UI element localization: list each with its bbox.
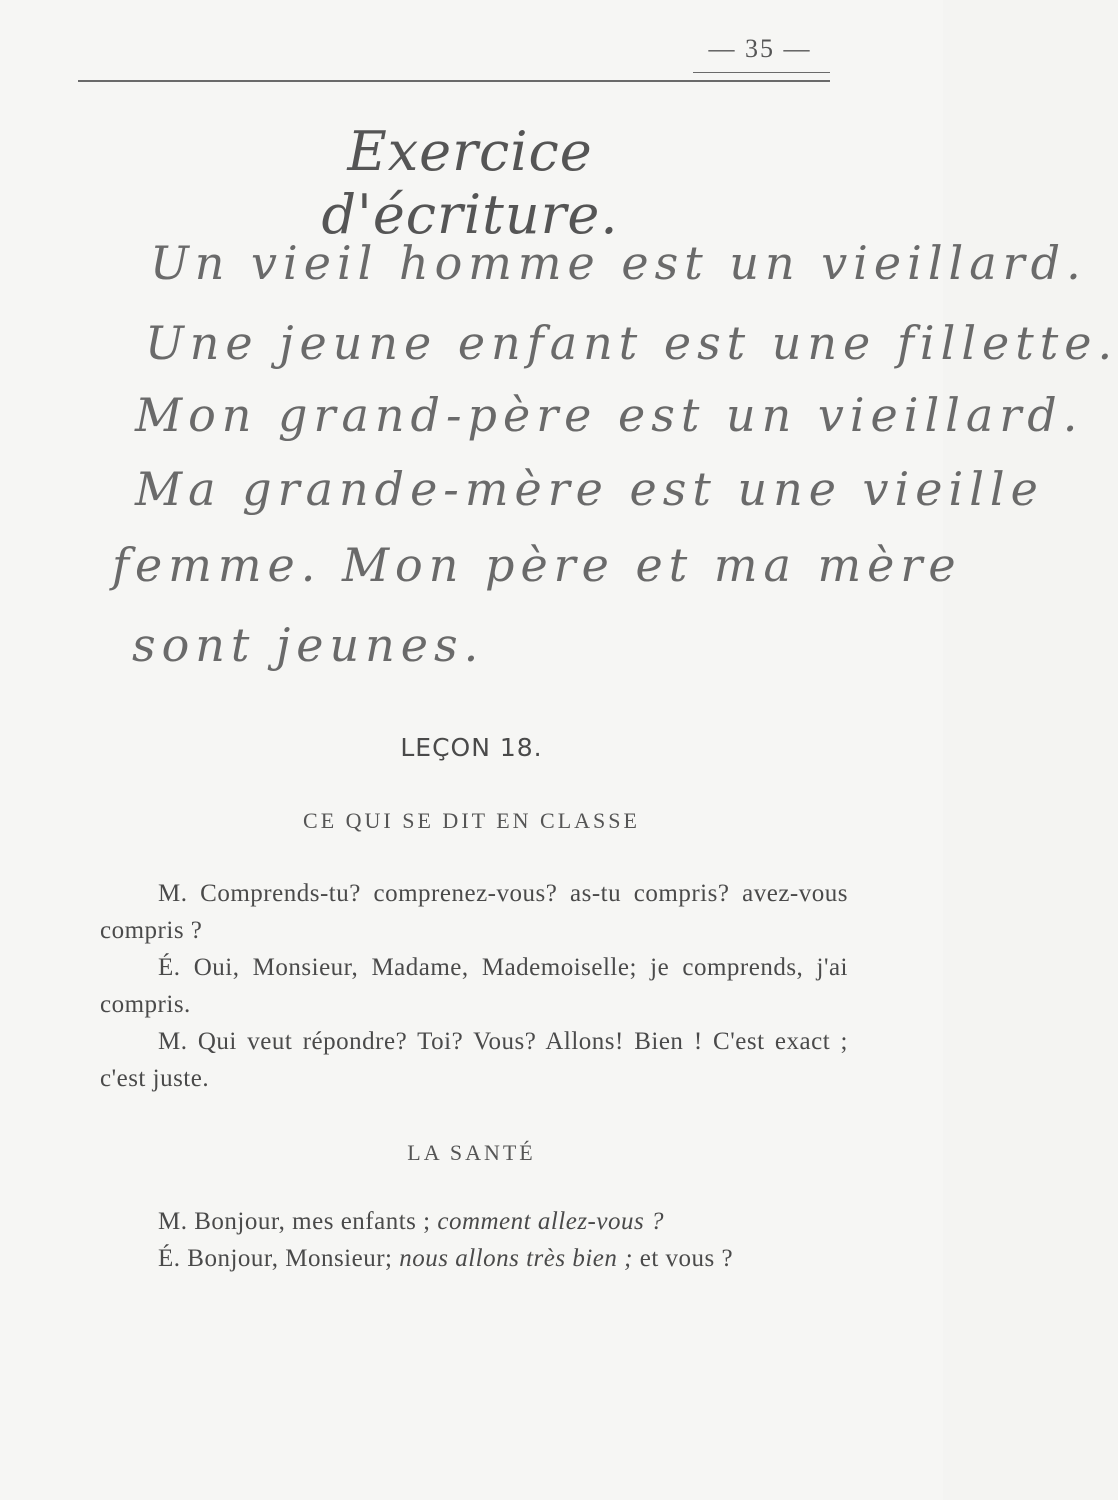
section-heading-classe: CE QUI SE DIT EN CLASSE [303, 808, 640, 833]
paragraph-5-plain-a: É. Bonjour, Monsieur; [158, 1245, 400, 1272]
page-number: — 35 — [708, 34, 812, 63]
header-rule [78, 80, 830, 82]
paragraph-2-text: É. Oui, Monsieur, Madame, Mademoiselle; je comprends, j'ai compris. [100, 954, 848, 1018]
paragraph-3 [100, 1023, 848, 1097]
page-number-underline [693, 72, 830, 73]
paragraph-1 [100, 875, 848, 949]
script-line-3: Mon grand-père est un vieillard. [135, 388, 1084, 442]
script-line-4: Ma grande-mère est une vieille [135, 462, 1044, 516]
script-line-1: Un vieil homme est un vieillard. [150, 236, 1087, 290]
paragraph-4 [100, 1203, 848, 1240]
script-line-6: sont jeunes. [132, 618, 485, 672]
section-heading-sante: LA SANTÉ [407, 1140, 536, 1165]
paragraph-5-plain-b: et vous ? [632, 1245, 734, 1272]
script-line-2: Une jeune enfant est une fillette. [145, 316, 1118, 370]
paragraph-2 [100, 949, 848, 1023]
writing-exercise-title: Exercice d'écriture. [321, 120, 619, 246]
script-line-5: femme. Mon père et ma mère [112, 538, 962, 592]
paragraph-3-text: M. Qui veut répondre? Toi? Vous? Allons! Bien ! C'est exact ; c'est juste. [100, 1028, 848, 1092]
paragraph-4-plain: M. Bonjour, mes enfants ; [158, 1208, 438, 1235]
paragraph-5-italic: nous allons très bien ; [399, 1245, 633, 1272]
paragraph-5 [100, 1240, 848, 1277]
paragraph-4-italic: comment allez-vous ? [437, 1208, 664, 1235]
paragraph-1-text: M. Comprends-tu? comprenez-vous? as-tu compris? avez-vous compris ? [100, 880, 848, 944]
lesson-title: LEÇON 18. [400, 733, 543, 762]
